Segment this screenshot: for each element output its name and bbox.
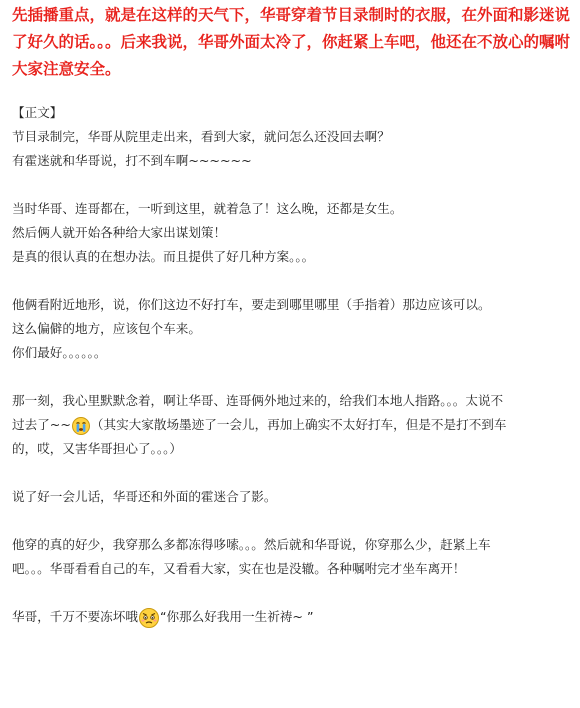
paragraph-fragment: “你那么好我用一生祈祷~ ” xyxy=(159,609,314,624)
paragraph-line: 你们最好。。。。。。 xyxy=(12,345,107,360)
paragraph-line: 有霍迷就和华哥说，打不到车啊~~~~~~ xyxy=(12,153,252,168)
worried-face-icon xyxy=(138,607,160,629)
paragraph-fragment: 过去了~~ xyxy=(12,417,71,432)
paragraph-line: 那一刻，我心里默默念着，啊让华哥、连哥俩外地过来的，给我们本地人指路。。。太说不 xyxy=(12,393,504,408)
crying-face-icon xyxy=(71,416,91,436)
article-body xyxy=(12,101,572,629)
paragraph-fragment: 华哥，千万不要冻坏哦 xyxy=(12,609,138,624)
highlight-paragraph: 先插播重点，就是在这样的天气下，华哥穿着节目录制时的衣服，在外面和影迷说了好久的话。。。后来我说，华哥外面太冷了，你赶紧上车吧，他还在不放心的嘱咐大家注意安全。 xyxy=(12,6,571,78)
paragraph-fragment: （其实大家散场墨迹了一会儿，再加上确实不太好打车，但是不是打不到车 xyxy=(90,417,507,432)
article-heading: 【正文】 xyxy=(12,105,63,120)
paragraph-line: 是真的很认真的在想办法。而且提供了好几种方案。。。 xyxy=(12,249,315,264)
article-document xyxy=(12,2,572,629)
paragraph-line: 这么偏僻的地方，应该包个车来。 xyxy=(12,321,201,336)
paragraph-line: 吧。。。华哥看看自己的车，又看看大家，实在也是没辙。各种嘱咐完才坐车离开！ xyxy=(12,561,466,576)
paragraph-line: 当时华哥、连哥都在，一听到这里，就着急了！这么晚，还都是女生。 xyxy=(12,201,403,216)
paragraph-line: 他穿的真的好少，我穿那么多都冻得哆嗦。。。然后就和华哥说，你穿那么少，赶紧上车 xyxy=(12,537,491,552)
paragraph-line: 然后俩人就开始各种给大家出谋划策！ xyxy=(12,225,227,240)
paragraph-line: 说了好一会儿话，华哥还和外面的霍迷合了影。 xyxy=(12,489,277,504)
paragraph-line: 节目录制完，华哥从院里走出来，看到大家，就问怎么还没回去啊？ xyxy=(12,129,390,144)
paragraph-line xyxy=(12,413,572,437)
paragraph-line: 的，哎，又害华哥担心了。。。） xyxy=(12,441,183,456)
paragraph-line: 他俩看附近地形，说，你们这边不好打车，要走到哪里哪里（手指着）那边应该可以。 xyxy=(12,297,491,312)
paragraph-line xyxy=(12,605,572,629)
